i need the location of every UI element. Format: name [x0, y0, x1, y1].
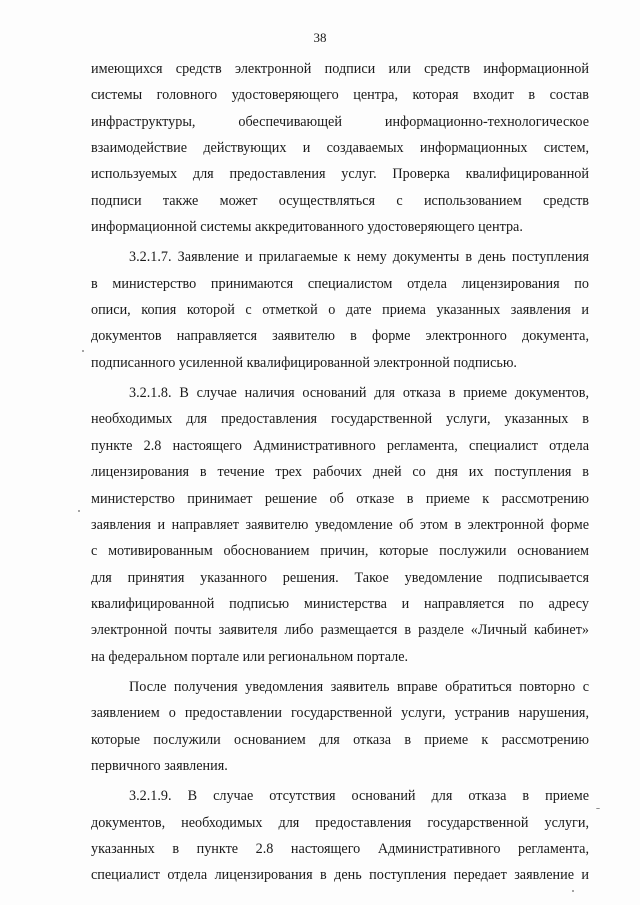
text-line: с мотивированным обоснованием причин, которые послужили основанием [91, 543, 589, 560]
body-text [91, 56, 589, 889]
text-line: подписи также может осуществляться с использованием средств [91, 192, 589, 209]
text-line: специалист отдела лицензирования в день поступления передает заявление и [91, 867, 589, 884]
text-line: заявления и направляет заявителю уведомление об этом в электронной форме [91, 516, 589, 533]
text-line: 3.2.1.7. Заявление и прилагаемые к нему документы в день поступления [129, 249, 589, 266]
text-line: 3.2.1.8. В случае наличия оснований для отказа в приеме документов, [129, 385, 589, 402]
text-line: имеющихся средств электронной подписи или средств информационной [91, 61, 589, 77]
paragraph-p5 [91, 783, 589, 888]
text-line: министерство принимает решение об отказе в приеме к рассмотрению [91, 490, 589, 507]
scan-speck [572, 890, 574, 892]
paragraph-p3 [91, 380, 589, 670]
text-line: взаимодействие действующих и создаваемых информационных систем, [91, 140, 589, 157]
text-line: указанных в пункте 2.8 настоящего Административного регламента, [91, 840, 589, 857]
text-line: первичного заявления. [91, 757, 228, 774]
text-line: подписанного усиленной квалифицированной электронной подписью. [91, 354, 517, 371]
text-line: системы головного удостоверяющего центра, которая входит в состав [91, 87, 589, 104]
text-line: После получения уведомления заявитель вправе обратиться повторно с [129, 678, 589, 695]
text-line: информационной системы аккредитованного удостоверяющего центра. [91, 219, 523, 236]
scan-speck [596, 808, 600, 809]
text-line: электронной почты заявителя либо размещается в разделе «Личный кабинет» [91, 622, 589, 639]
text-line: 3.2.1.9. В случае отсутствия оснований для отказа в приеме [129, 788, 589, 805]
paragraph-p4 [91, 674, 589, 779]
text-line: заявлением о предоставлении государственной услуги, устранив нарушения, [91, 705, 589, 722]
text-line: на федеральном портале или региональном портале. [91, 648, 409, 665]
scan-speck [78, 510, 80, 512]
page-number: 38 [313, 30, 327, 45]
text-line: для принятия указанного решения. Такое уведомление подписывается [91, 569, 589, 586]
text-line: описи, копия которой с отметкой о дате приема указанных заявления и [91, 302, 589, 319]
text-line: в министерство принимаются специалистом отдела лицензирования по [91, 275, 589, 292]
text-line: используемых для предоставления услуг. Проверка квалифицированной [91, 166, 589, 183]
text-line: документов, необходимых для предоставления государственной услуги, [91, 814, 589, 831]
paragraph-p2 [91, 244, 589, 376]
text-line: документов направляется заявителю в форме электронного документа, [91, 328, 589, 345]
text-line: пункте 2.8 настоящего Административного регламента, специалист отдела [91, 437, 589, 454]
scan-speck [82, 350, 84, 352]
text-line: которые послужили основанием для отказа в приеме к рассмотрению [91, 731, 589, 748]
text-line: необходимых для предоставления государственной услуги, указанных в [91, 411, 589, 428]
paragraph-p1 [91, 56, 589, 240]
text-line: лицензирования в течение трех рабочих дней со дня их поступления в [91, 464, 589, 481]
text-line: квалифицированной подписью министерства и направляется по адресу [91, 595, 589, 612]
text-line: инфраструктуры, обеспечивающей информационно-технологическое [91, 113, 589, 130]
